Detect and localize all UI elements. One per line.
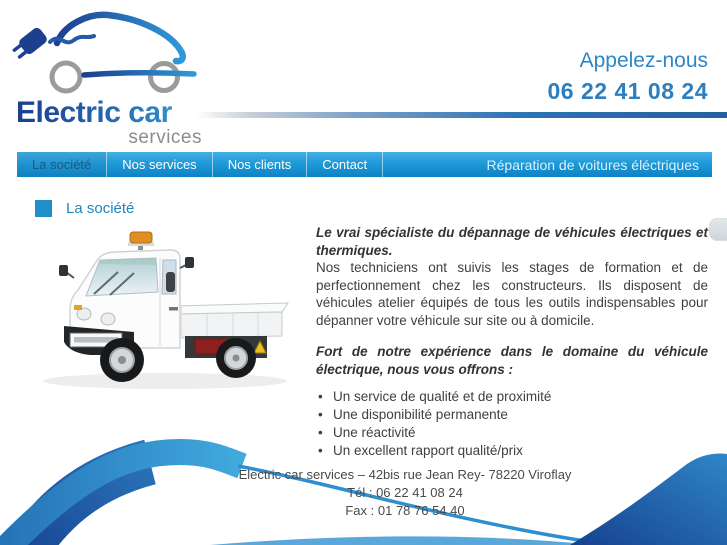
electric-car-plug-icon <box>12 8 202 103</box>
logo-title: Electric car <box>16 96 172 129</box>
footer-fax: Fax : 01 78 76 54 40 <box>345 503 465 518</box>
nav-item-nos-services[interactable]: Nos services <box>107 152 212 177</box>
content-text <box>316 224 708 460</box>
call-us-label: Appelez-nous <box>579 49 708 72</box>
blue-square-icon <box>35 200 52 217</box>
vehicle-image <box>30 228 298 396</box>
main-nav <box>17 152 712 177</box>
nav-item-nos-clients[interactable]: Nos clients <box>213 152 308 177</box>
logo[interactable] <box>12 8 207 148</box>
offer-bold-paragraph: Fort de notre expérience dans le domaine du véhicule électrique, nous vous offrons : <box>316 344 708 377</box>
nav-tagline: Réparation de voitures éléctriques <box>486 156 699 173</box>
call-us-block <box>548 49 708 105</box>
offer-list-item: • Un service de qualité et de proximité <box>318 388 708 406</box>
nav-item-contact[interactable]: Contact <box>307 152 383 177</box>
edge-image-fragment <box>709 218 727 241</box>
header-divider <box>196 112 727 118</box>
nav-item-la-societe[interactable]: La société <box>17 152 107 177</box>
call-us-phone: 06 22 41 08 24 <box>547 78 708 104</box>
offer-list-item: • Un excellent rapport qualité/prix <box>318 442 708 460</box>
intro-bold-paragraph: Le vrai spécialiste du dépannage de véhicules électriques et thermiques. <box>316 225 708 258</box>
logo-subtitle: services <box>128 127 202 148</box>
section-title: La société <box>66 200 135 217</box>
footer-tel: Tél : 06 22 41 08 24 <box>347 485 463 500</box>
section-heading <box>35 200 134 217</box>
offer-list-item: • Une disponibilité permanente <box>318 406 708 424</box>
footer-contact <box>150 466 660 520</box>
intro-paragraph: Nos techniciens ont suivis les stages de formation et de perfectionnement chez les constructeurs. Ils disposent de véhicules atelier équipés de tous les outils indispensables pour dépanner votre véhicule sur site ou à domicile. <box>316 260 708 328</box>
offer-list-item: • Une réactivité <box>318 424 708 442</box>
footer-address: Electric car services – 42bis rue Jean Rey- 78220 Viroflay <box>238 467 572 482</box>
